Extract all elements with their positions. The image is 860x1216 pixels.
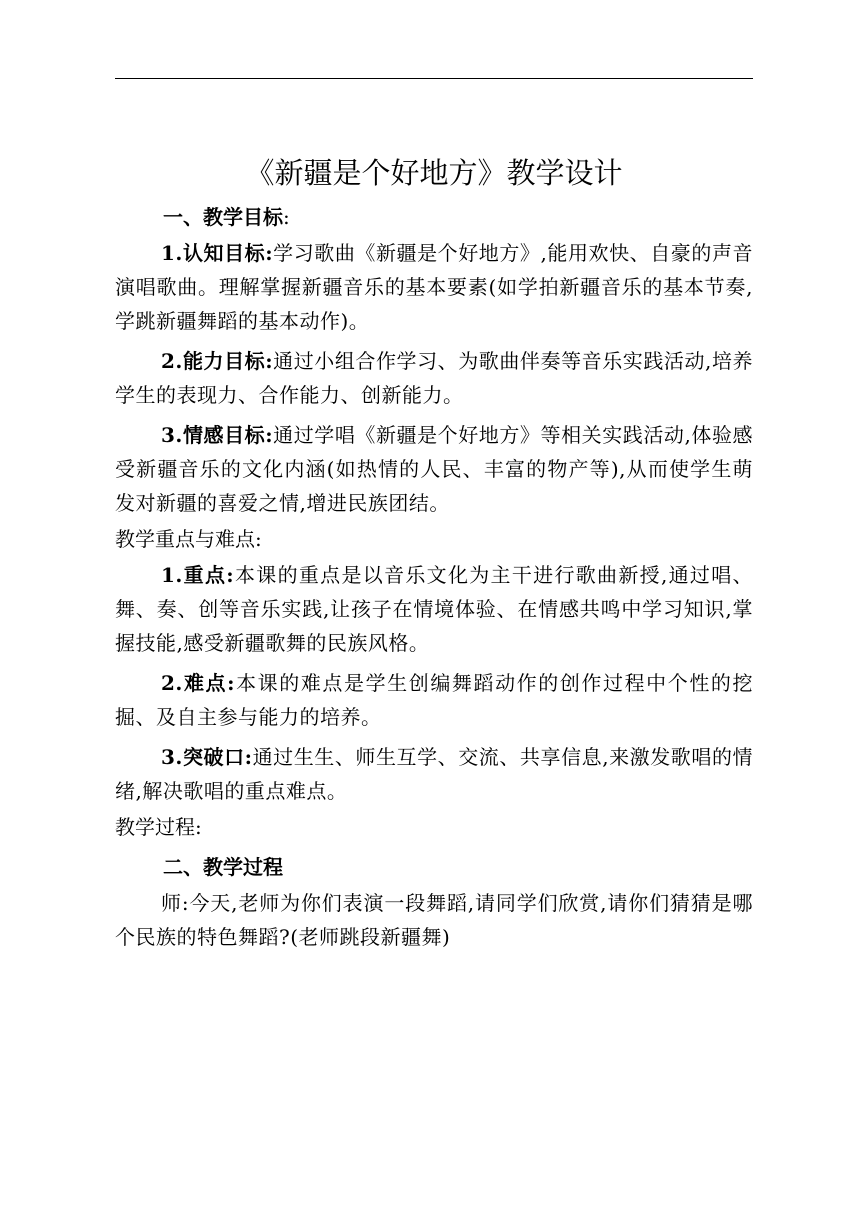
key-point-paragraph-difficulty (115, 666, 753, 734)
key-points-heading: 教学重点与难点: (115, 527, 262, 551)
key-point-paragraph-breakthrough (115, 740, 753, 808)
process-label: 教学过程: (115, 815, 202, 839)
key-point-text: 通过生生、师生互学、交流、共享信息,来激发歌唱的情绪,解决歌唱的重点难点。 (115, 745, 754, 803)
key-point-text: 本课的重点是以音乐文化为主干进行歌曲新授,通过唱、舞、奏、创等音乐实践,让孩子在情境体验、在情感共鸣中学习知识,掌握技能,感受新疆歌舞的民族风格。 (115, 563, 754, 655)
header-rule (115, 78, 753, 79)
section-heading-teaching-goals (115, 198, 753, 236)
goal-paragraph-ability (115, 344, 753, 412)
section-heading-colon: : (283, 205, 290, 229)
goal-paragraph-emotional (115, 418, 753, 520)
key-point-lead: 3.突破口: (161, 745, 253, 769)
key-point-lead: 1.重点: (161, 563, 235, 587)
goal-paragraph-cognitive (115, 236, 753, 338)
goal-lead: 3.情感目标: (161, 423, 274, 447)
section-heading-text: 一、教学目标 (163, 205, 283, 229)
document-body (115, 148, 753, 954)
key-point-text: 本课的难点是学生创编舞蹈动作的创作过程中个性的挖掘、及自主参与能力的培养。 (115, 671, 754, 729)
key-point-lead: 2.难点: (161, 671, 236, 695)
process-paragraph: 师:今天,老师为你们表演一段舞蹈,请同学们欣赏,请你们猜猜是哪个民族的特色舞蹈?(老师跳段新疆舞) (115, 891, 753, 949)
goal-lead: 2.能力目标: (161, 349, 274, 373)
document-title: 《新疆是个好地方》教学设计 (245, 156, 623, 190)
goal-lead: 1.认知目标: (161, 241, 274, 265)
goal-text: 学习歌曲《新疆是个好地方》,能用欢快、自豪的声音演唱歌曲。理解掌握新疆音乐的基本要素(如学拍新疆音乐的基本节奏,学跳新疆舞蹈的基本动作)。 (115, 241, 754, 333)
section-heading-teaching-process: 二、教学过程 (163, 855, 283, 879)
goal-text: 通过学唱《新疆是个好地方》等相关实践活动,体验感受新疆音乐的文化内涵(如热情的人民、丰富的物产等),从而使学生萌发对新疆的喜爱之情,增进民族团结。 (115, 423, 754, 515)
goal-text: 通过小组合作学习、为歌曲伴奏等音乐实践活动,培养学生的表现力、合作能力、创新能力。 (115, 349, 754, 407)
key-point-paragraph-focus (115, 558, 753, 660)
